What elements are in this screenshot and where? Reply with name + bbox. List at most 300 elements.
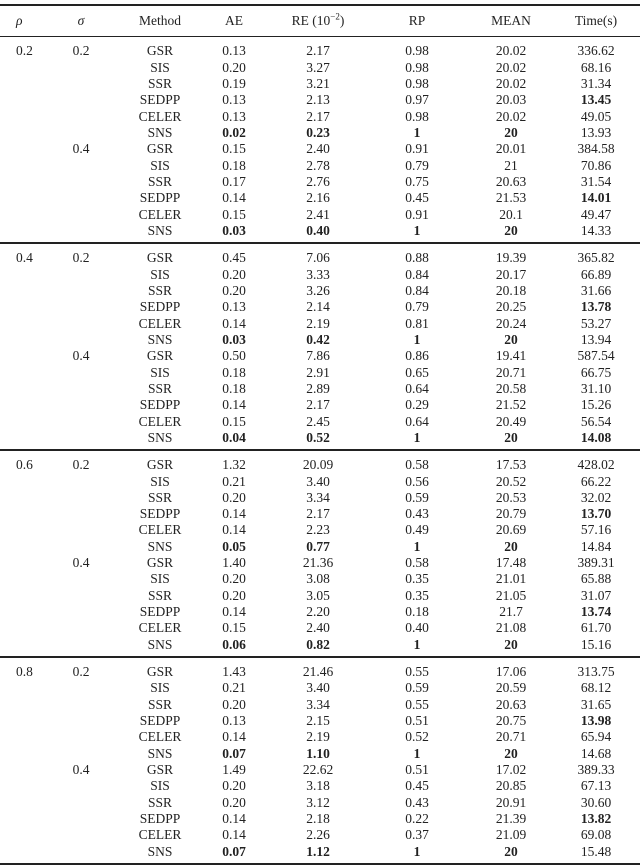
rho-cell bbox=[0, 474, 38, 490]
table-row bbox=[0, 190, 640, 206]
rho-cell bbox=[0, 637, 38, 653]
sigma-cell bbox=[38, 92, 124, 108]
table-row bbox=[0, 60, 640, 76]
header-ae: AE bbox=[225, 13, 243, 28]
re-cell: 3.34 bbox=[306, 696, 330, 712]
method-cell: GSR bbox=[146, 250, 174, 266]
time-cell: 65.94 bbox=[580, 729, 612, 745]
table-row bbox=[0, 299, 640, 315]
rho-cell bbox=[0, 207, 38, 223]
mean-cell: 21.39 bbox=[495, 811, 527, 827]
sigma-cell: 0.2 bbox=[72, 250, 90, 266]
sigma-cell: 0.4 bbox=[72, 141, 90, 157]
re-cell: 7.06 bbox=[306, 250, 330, 266]
table-row bbox=[0, 430, 640, 446]
rp-cell: 0.91 bbox=[405, 206, 429, 222]
rp-cell: 0.29 bbox=[405, 397, 429, 413]
re-cell: 21.46 bbox=[302, 664, 334, 680]
mean-cell: 20.52 bbox=[495, 473, 527, 489]
rp-cell: 0.49 bbox=[405, 522, 429, 538]
sigma-cell bbox=[38, 746, 124, 762]
mean-cell: 20.69 bbox=[495, 522, 527, 538]
ae-cell: 0.20 bbox=[222, 587, 246, 603]
method-cell: SIS bbox=[150, 157, 170, 173]
rp-cell: 0.97 bbox=[405, 92, 429, 108]
time-cell: 14.68 bbox=[580, 745, 612, 761]
table-row bbox=[0, 506, 640, 522]
method-cell: SNS bbox=[147, 429, 173, 445]
method-cell: SSR bbox=[147, 489, 173, 505]
table-row bbox=[0, 795, 640, 811]
method-cell: SEDPP bbox=[139, 190, 181, 206]
table-row bbox=[0, 267, 640, 283]
table-row bbox=[0, 457, 640, 473]
time-cell: 66.75 bbox=[580, 364, 612, 380]
rho-cell bbox=[0, 729, 38, 745]
rho-cell bbox=[0, 620, 38, 636]
table-row bbox=[0, 555, 640, 571]
rho-cell bbox=[0, 76, 38, 92]
rp-cell: 0.91 bbox=[405, 141, 429, 157]
table-row bbox=[0, 250, 640, 266]
method-cell: SNS bbox=[147, 636, 173, 652]
method-cell: SEDPP bbox=[139, 92, 181, 108]
sigma-cell bbox=[38, 207, 124, 223]
table-row bbox=[0, 604, 640, 620]
mean-cell: 17.53 bbox=[495, 457, 527, 473]
rho-block bbox=[0, 37, 640, 242]
time-cell: 70.86 bbox=[580, 157, 612, 173]
rho-cell bbox=[0, 299, 38, 315]
time-cell: 31.54 bbox=[580, 173, 612, 189]
mean-cell: 20 bbox=[504, 538, 518, 554]
rho-cell bbox=[0, 141, 38, 157]
rp-cell: 0.40 bbox=[405, 620, 429, 636]
time-cell: 13.78 bbox=[580, 299, 612, 315]
time-cell: 49.47 bbox=[580, 206, 612, 222]
mean-cell: 20 bbox=[504, 429, 518, 445]
sigma-cell bbox=[38, 414, 124, 430]
time-cell: 14.33 bbox=[580, 222, 612, 238]
ae-cell: 0.15 bbox=[222, 413, 246, 429]
mean-cell: 20.02 bbox=[495, 75, 527, 91]
ae-cell: 0.13 bbox=[222, 299, 246, 315]
ae-cell: 0.14 bbox=[222, 397, 246, 413]
mean-cell: 20.63 bbox=[495, 173, 527, 189]
time-cell: 31.07 bbox=[580, 587, 612, 603]
rp-cell: 0.58 bbox=[405, 457, 429, 473]
rho-cell bbox=[0, 680, 38, 696]
rp-cell: 0.37 bbox=[405, 827, 429, 843]
ae-cell: 0.15 bbox=[222, 141, 246, 157]
ae-cell: 0.02 bbox=[222, 124, 246, 140]
method-cell: CELER bbox=[138, 522, 182, 538]
mean-cell: 20.02 bbox=[495, 108, 527, 124]
re-cell: 3.34 bbox=[306, 489, 330, 505]
re-cell: 1.10 bbox=[306, 745, 330, 761]
time-cell: 14.08 bbox=[580, 429, 612, 445]
table-row bbox=[0, 348, 640, 364]
ae-cell: 0.13 bbox=[222, 713, 246, 729]
time-cell: 32.02 bbox=[580, 489, 612, 505]
re-cell: 3.18 bbox=[306, 778, 330, 794]
ae-cell: 0.21 bbox=[222, 680, 246, 696]
rho-cell bbox=[0, 555, 38, 571]
rp-cell: 0.98 bbox=[405, 108, 429, 124]
re-cell: 3.27 bbox=[306, 59, 330, 75]
rho-cell bbox=[0, 381, 38, 397]
ae-cell: 0.17 bbox=[222, 173, 246, 189]
mean-cell: 20.02 bbox=[495, 59, 527, 75]
rp-cell: 0.81 bbox=[405, 315, 429, 331]
time-cell: 49.05 bbox=[580, 108, 612, 124]
rho-cell bbox=[0, 348, 38, 364]
rp-cell: 0.51 bbox=[405, 713, 429, 729]
table-row bbox=[0, 92, 640, 108]
re-cell: 2.41 bbox=[306, 206, 330, 222]
rho-cell bbox=[0, 588, 38, 604]
rho-cell bbox=[0, 158, 38, 174]
rho-cell bbox=[0, 267, 38, 283]
table-row bbox=[0, 207, 640, 223]
time-cell: 15.48 bbox=[580, 843, 612, 859]
sigma-cell bbox=[38, 381, 124, 397]
re-cell: 3.21 bbox=[306, 75, 330, 91]
method-cell: CELER bbox=[138, 108, 182, 124]
rp-cell: 0.86 bbox=[405, 348, 429, 364]
sigma-cell bbox=[38, 522, 124, 538]
sigma-cell bbox=[38, 174, 124, 190]
table-row bbox=[0, 332, 640, 348]
table-row bbox=[0, 588, 640, 604]
sigma-cell bbox=[38, 729, 124, 745]
re-cell: 2.15 bbox=[306, 713, 330, 729]
method-cell: SEDPP bbox=[139, 397, 181, 413]
table-row bbox=[0, 844, 640, 860]
table-row bbox=[0, 474, 640, 490]
sigma-cell bbox=[38, 109, 124, 125]
sigma-cell bbox=[38, 299, 124, 315]
sigma-cell bbox=[38, 539, 124, 555]
header-re-exponent: −2 bbox=[330, 11, 340, 22]
ae-cell: 0.20 bbox=[222, 266, 246, 282]
time-cell: 13.93 bbox=[580, 124, 612, 140]
mean-cell: 20 bbox=[504, 745, 518, 761]
rp-cell: 1 bbox=[413, 745, 421, 761]
re-cell: 2.89 bbox=[306, 380, 330, 396]
time-cell: 68.12 bbox=[580, 680, 612, 696]
sigma-cell bbox=[38, 490, 124, 506]
table-row bbox=[0, 223, 640, 239]
ae-cell: 0.20 bbox=[222, 794, 246, 810]
mean-cell: 21.09 bbox=[495, 827, 527, 843]
re-cell: 2.18 bbox=[306, 811, 330, 827]
rp-cell: 0.18 bbox=[405, 604, 429, 620]
method-cell: SIS bbox=[150, 266, 170, 282]
time-cell: 31.65 bbox=[580, 696, 612, 712]
sigma-cell bbox=[38, 697, 124, 713]
table-row bbox=[0, 827, 640, 843]
ae-cell: 0.14 bbox=[222, 604, 246, 620]
re-cell: 20.09 bbox=[302, 457, 334, 473]
rp-cell: 1 bbox=[413, 538, 421, 554]
rho-cell bbox=[0, 795, 38, 811]
method-cell: SIS bbox=[150, 364, 170, 380]
rho-cell bbox=[0, 60, 38, 76]
sigma-cell: 0.2 bbox=[72, 664, 90, 680]
re-cell: 2.23 bbox=[306, 522, 330, 538]
method-cell: GSR bbox=[146, 457, 174, 473]
sigma-cell bbox=[38, 795, 124, 811]
mean-cell: 20.18 bbox=[495, 282, 527, 298]
time-cell: 384.58 bbox=[577, 141, 615, 157]
mean-cell: 21 bbox=[504, 157, 518, 173]
mean-cell: 21.7 bbox=[499, 604, 523, 620]
method-cell: SSR bbox=[147, 75, 173, 91]
ae-cell: 0.13 bbox=[222, 108, 246, 124]
rp-cell: 0.79 bbox=[405, 157, 429, 173]
table-row bbox=[0, 522, 640, 538]
rho-cell bbox=[0, 92, 38, 108]
mean-cell: 21.53 bbox=[495, 190, 527, 206]
time-cell: 66.22 bbox=[580, 473, 612, 489]
sigma-cell bbox=[38, 158, 124, 174]
time-cell: 15.16 bbox=[580, 636, 612, 652]
method-cell: GSR bbox=[146, 555, 174, 571]
mean-cell: 21.01 bbox=[495, 571, 527, 587]
time-cell: 14.84 bbox=[580, 538, 612, 554]
table-row bbox=[0, 762, 640, 778]
rp-cell: 0.43 bbox=[405, 794, 429, 810]
sigma-cell bbox=[38, 778, 124, 794]
ae-cell: 0.19 bbox=[222, 75, 246, 91]
mean-cell: 20 bbox=[504, 331, 518, 347]
re-cell: 2.78 bbox=[306, 157, 330, 173]
mean-cell: 20.49 bbox=[495, 413, 527, 429]
sigma-cell bbox=[38, 588, 124, 604]
mean-cell: 20 bbox=[504, 124, 518, 140]
method-cell: SEDPP bbox=[139, 713, 181, 729]
method-cell: SIS bbox=[150, 571, 170, 587]
rho-block bbox=[0, 451, 640, 656]
mean-cell: 20.53 bbox=[495, 489, 527, 505]
rho-cell bbox=[0, 332, 38, 348]
header-rho: ρ bbox=[16, 13, 23, 28]
sigma-cell bbox=[38, 76, 124, 92]
method-cell: CELER bbox=[138, 413, 182, 429]
table-row bbox=[0, 381, 640, 397]
table-row bbox=[0, 125, 640, 141]
time-cell: 389.31 bbox=[577, 555, 615, 571]
rho-block bbox=[0, 244, 640, 449]
re-cell: 3.26 bbox=[306, 282, 330, 298]
re-cell: 7.86 bbox=[306, 348, 330, 364]
rho-block bbox=[0, 658, 640, 863]
ae-cell: 0.07 bbox=[222, 745, 246, 761]
sigma-cell bbox=[38, 713, 124, 729]
header-re bbox=[272, 6, 364, 36]
re-cell: 2.20 bbox=[306, 604, 330, 620]
ae-cell: 0.13 bbox=[222, 43, 246, 59]
re-cell: 2.91 bbox=[306, 364, 330, 380]
sigma-cell bbox=[38, 430, 124, 446]
mean-cell: 20.71 bbox=[495, 364, 527, 380]
mean-cell: 20.63 bbox=[495, 696, 527, 712]
ae-cell: 0.20 bbox=[222, 778, 246, 794]
re-cell: 2.19 bbox=[306, 315, 330, 331]
rp-cell: 0.55 bbox=[405, 664, 429, 680]
mean-cell: 21.05 bbox=[495, 587, 527, 603]
mean-cell: 20.79 bbox=[495, 506, 527, 522]
ae-cell: 0.18 bbox=[222, 380, 246, 396]
time-cell: 31.66 bbox=[580, 282, 612, 298]
sigma-cell bbox=[38, 811, 124, 827]
rp-cell: 0.75 bbox=[405, 173, 429, 189]
re-cell: 3.40 bbox=[306, 473, 330, 489]
ae-cell: 1.49 bbox=[222, 762, 246, 778]
mean-cell: 20.24 bbox=[495, 315, 527, 331]
mean-cell: 20.01 bbox=[495, 141, 527, 157]
re-cell: 0.82 bbox=[306, 636, 330, 652]
method-cell: GSR bbox=[146, 43, 174, 59]
header-row bbox=[0, 6, 640, 36]
ae-cell: 1.32 bbox=[222, 457, 246, 473]
re-cell: 3.12 bbox=[306, 794, 330, 810]
rho-cell bbox=[0, 430, 38, 446]
method-cell: SEDPP bbox=[139, 299, 181, 315]
rp-cell: 0.59 bbox=[405, 489, 429, 505]
rp-cell: 0.35 bbox=[405, 587, 429, 603]
time-cell: 428.02 bbox=[577, 457, 615, 473]
mean-cell: 20.02 bbox=[495, 43, 527, 59]
rp-cell: 0.56 bbox=[405, 473, 429, 489]
time-cell: 61.70 bbox=[580, 620, 612, 636]
rho-cell bbox=[0, 697, 38, 713]
ae-cell: 0.14 bbox=[222, 506, 246, 522]
time-cell: 313.75 bbox=[577, 664, 615, 680]
sigma-cell bbox=[38, 844, 124, 860]
sigma-cell bbox=[38, 267, 124, 283]
mean-cell: 20.91 bbox=[495, 794, 527, 810]
re-cell: 2.17 bbox=[306, 506, 330, 522]
mean-cell: 17.02 bbox=[495, 762, 527, 778]
method-cell: SSR bbox=[147, 173, 173, 189]
table-row bbox=[0, 664, 640, 680]
re-cell: 1.12 bbox=[306, 843, 330, 859]
rho-cell bbox=[0, 811, 38, 827]
time-cell: 365.82 bbox=[577, 250, 615, 266]
ae-cell: 0.15 bbox=[222, 206, 246, 222]
method-cell: SEDPP bbox=[139, 811, 181, 827]
header-rp: RP bbox=[408, 13, 426, 28]
sigma-cell bbox=[38, 571, 124, 587]
re-cell: 21.36 bbox=[302, 555, 334, 571]
mean-cell: 20.75 bbox=[495, 713, 527, 729]
rp-cell: 1 bbox=[413, 124, 421, 140]
table-row bbox=[0, 571, 640, 587]
rp-cell: 0.35 bbox=[405, 571, 429, 587]
time-cell: 13.82 bbox=[580, 811, 612, 827]
rp-cell: 0.84 bbox=[405, 266, 429, 282]
sigma-cell bbox=[38, 283, 124, 299]
re-cell: 2.17 bbox=[306, 108, 330, 124]
mean-cell: 20.17 bbox=[495, 266, 527, 282]
method-cell: SSR bbox=[147, 282, 173, 298]
rho-cell: 0.4 bbox=[16, 250, 33, 266]
mean-cell: 21.08 bbox=[495, 620, 527, 636]
rho-cell bbox=[0, 506, 38, 522]
table-row bbox=[0, 397, 640, 413]
method-cell: SSR bbox=[147, 380, 173, 396]
rho-cell bbox=[0, 490, 38, 506]
sigma-cell bbox=[38, 60, 124, 76]
time-cell: 389.33 bbox=[577, 762, 615, 778]
method-cell: SNS bbox=[147, 843, 173, 859]
rp-cell: 0.98 bbox=[405, 75, 429, 91]
re-cell: 2.45 bbox=[306, 413, 330, 429]
ae-cell: 0.20 bbox=[222, 571, 246, 587]
time-cell: 13.94 bbox=[580, 331, 612, 347]
time-cell: 30.60 bbox=[580, 794, 612, 810]
sigma-cell bbox=[38, 223, 124, 239]
time-cell: 13.74 bbox=[580, 604, 612, 620]
re-cell: 0.77 bbox=[306, 538, 330, 554]
ae-cell: 1.43 bbox=[222, 664, 246, 680]
method-cell: SIS bbox=[150, 473, 170, 489]
sigma-cell bbox=[38, 827, 124, 843]
table-row bbox=[0, 141, 640, 157]
rp-cell: 1 bbox=[413, 222, 421, 238]
ae-cell: 0.03 bbox=[222, 222, 246, 238]
table-row bbox=[0, 746, 640, 762]
ae-cell: 0.18 bbox=[222, 364, 246, 380]
time-cell: 13.98 bbox=[580, 713, 612, 729]
rp-cell: 1 bbox=[413, 843, 421, 859]
re-cell: 2.40 bbox=[306, 141, 330, 157]
re-cell: 2.16 bbox=[306, 190, 330, 206]
re-cell: 2.19 bbox=[306, 729, 330, 745]
ae-cell: 0.03 bbox=[222, 331, 246, 347]
rho-cell bbox=[0, 571, 38, 587]
table-row bbox=[0, 490, 640, 506]
time-cell: 587.54 bbox=[577, 348, 615, 364]
rp-cell: 1 bbox=[413, 331, 421, 347]
re-cell: 0.42 bbox=[306, 331, 330, 347]
sigma-cell: 0.2 bbox=[72, 457, 90, 473]
method-cell: SIS bbox=[150, 778, 170, 794]
rp-cell: 0.98 bbox=[405, 59, 429, 75]
rp-cell: 0.45 bbox=[405, 778, 429, 794]
ae-cell: 0.14 bbox=[222, 315, 246, 331]
sigma-cell bbox=[38, 620, 124, 636]
method-cell: SSR bbox=[147, 587, 173, 603]
mean-cell: 17.48 bbox=[495, 555, 527, 571]
rho-cell: 0.2 bbox=[16, 43, 33, 59]
method-cell: SNS bbox=[147, 124, 173, 140]
method-cell: CELER bbox=[138, 620, 182, 636]
ae-cell: 0.06 bbox=[222, 636, 246, 652]
time-cell: 65.88 bbox=[580, 571, 612, 587]
header-time: Time(s) bbox=[574, 13, 618, 28]
sigma-cell bbox=[38, 506, 124, 522]
rho-cell bbox=[0, 283, 38, 299]
ae-cell: 0.13 bbox=[222, 92, 246, 108]
sigma-cell bbox=[38, 680, 124, 696]
sigma-cell bbox=[38, 604, 124, 620]
re-cell: 2.17 bbox=[306, 397, 330, 413]
sigma-cell bbox=[38, 397, 124, 413]
time-cell: 13.70 bbox=[580, 506, 612, 522]
